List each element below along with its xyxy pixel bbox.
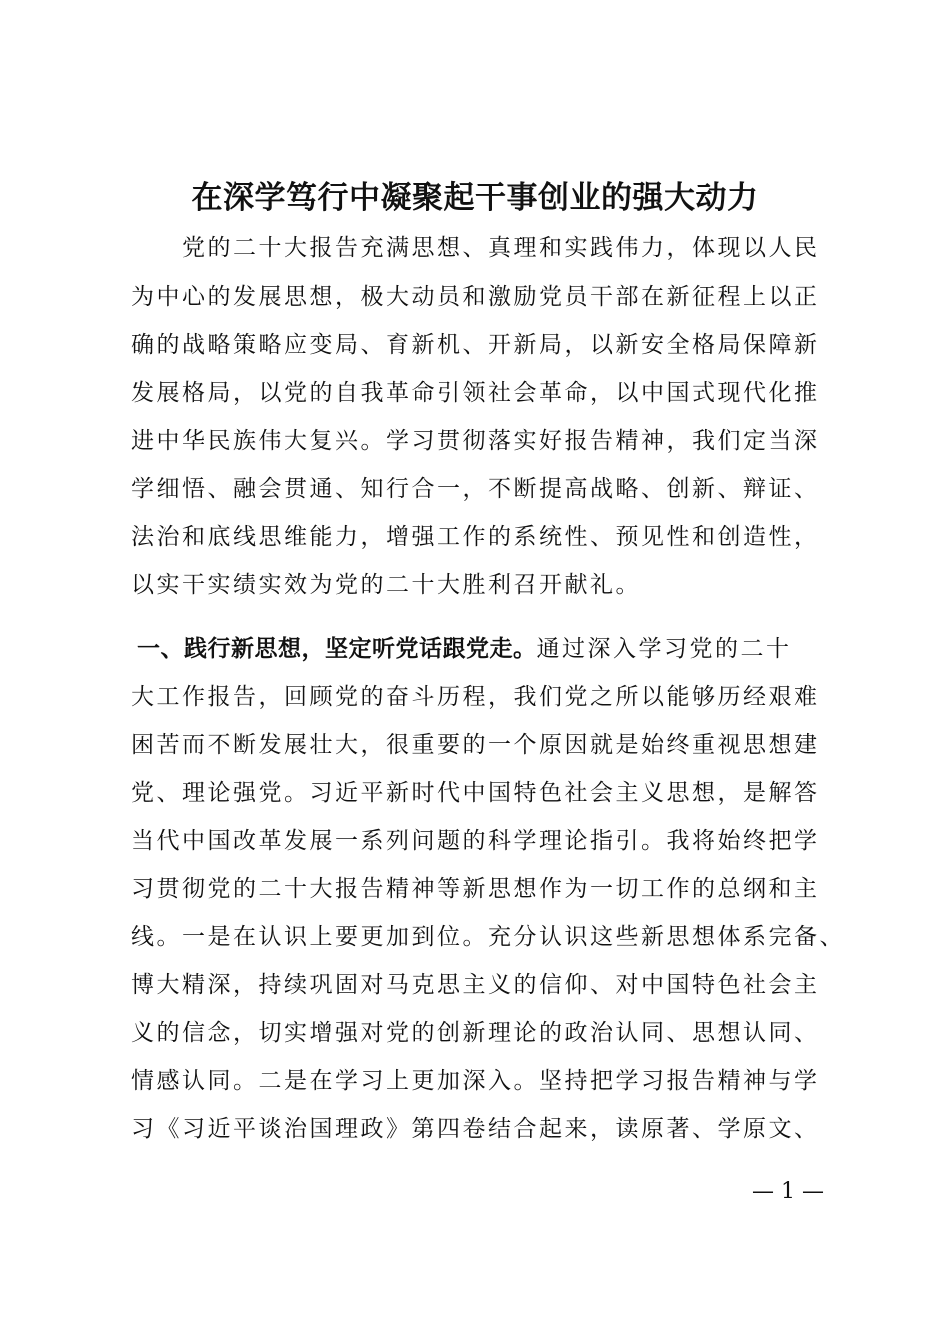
section-1-line: 线。一是在认识上要更加到位。充分认识这些新思想体系完备、 bbox=[131, 924, 845, 950]
section-1-line: 义的信念，切实增强对党的创新理论的政治认同、思想认同、 bbox=[131, 1020, 820, 1046]
intro-line: 以实干实绩实效为党的二十大胜利召开献礼。 bbox=[131, 572, 641, 598]
intro-line: 学细悟、融会贯通、知行合一，不断提高战略、创新、辩证、 bbox=[131, 476, 820, 502]
section-1-line: 当代中国改革发展一系列问题的科学理论指引。我将始终把学 bbox=[131, 828, 820, 854]
section-1-line: 困苦而不断发展壮大，很重要的一个原因就是始终重视思想建 bbox=[131, 732, 820, 758]
section-1-line: 习贯彻党的二十大报告精神等新思想作为一切工作的总纲和主 bbox=[131, 876, 820, 902]
intro-line: 为中心的发展思想，极大动员和激励党员干部在新征程上以正 bbox=[131, 284, 820, 310]
document-title: 在深学笃行中凝聚起干事创业的强大动力 bbox=[191, 180, 759, 216]
section-1-heading: 一、践行新思想，坚定听党话跟党走。 bbox=[137, 636, 537, 662]
intro-line: 进中华民族伟大复兴。学习贯彻落实好报告精神，我们定当深 bbox=[131, 428, 820, 454]
intro-line: 党的二十大报告充满思想、真理和实践伟力，体现以人民 bbox=[182, 235, 820, 261]
intro-line: 确的战略策略应变局、育新机、开新局，以新安全格局保障新 bbox=[131, 332, 820, 358]
section-1-line: 博大精深，持续巩固对马克思主义的信仰、对中国特色社会主 bbox=[131, 972, 820, 998]
section-1-first-line bbox=[137, 634, 792, 664]
section-1-line: 习《习近平谈治国理政》第四卷结合起来，读原著、学原文、 bbox=[131, 1116, 820, 1142]
section-1-first-line-text: 通过深入学习党的二十 bbox=[536, 636, 792, 662]
intro-line: 发展格局，以党的自我革命引领社会革命，以中国式现代化推 bbox=[131, 380, 820, 406]
section-1-line: 情感认同。二是在学习上更加深入。坚持把学习报告精神与学 bbox=[131, 1068, 820, 1094]
page-number: — 1 — bbox=[752, 1179, 824, 1204]
section-1-line: 党、理论强党。习近平新时代中国特色社会主义思想，是解答 bbox=[131, 780, 820, 806]
section-1-line: 大工作报告，回顾党的奋斗历程，我们党之所以能够历经艰难 bbox=[131, 684, 820, 710]
intro-line: 法治和底线思维能力，增强工作的系统性、预见性和创造性， bbox=[131, 524, 820, 550]
